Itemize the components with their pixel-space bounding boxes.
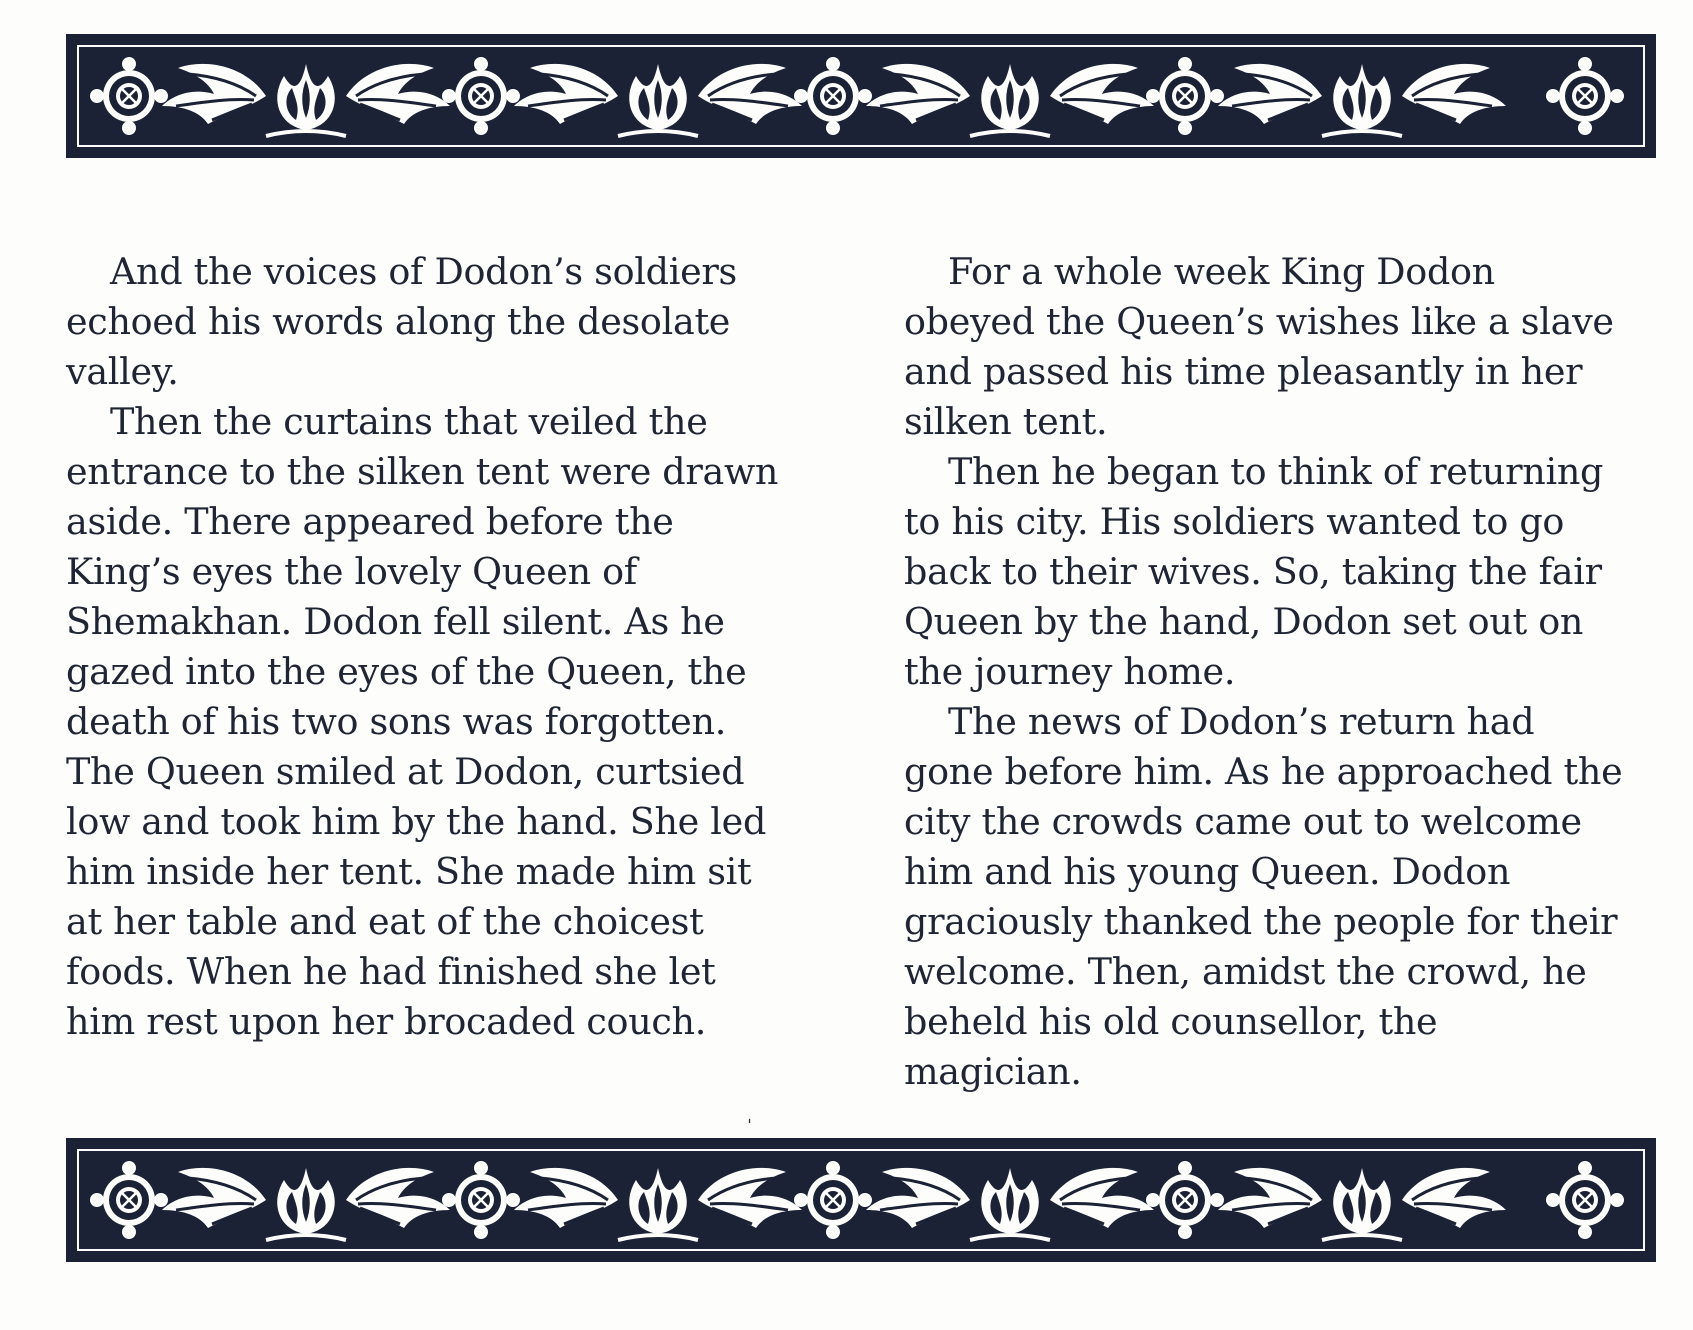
floral-ornament-icon — [81, 49, 1641, 143]
left-text-column — [66, 247, 786, 1047]
paragraph: The news of Dodon’s return had gone before him. As he approached the city the crowds came out to welcome him and his young Queen. Dodon graciously thanked the people for their welcome. Then, amidst the crowd, he beheld his old counsellor, the magician. — [904, 700, 1623, 1093]
floral-ornament-icon — [81, 1153, 1641, 1247]
top-ornamental-border — [66, 34, 1656, 158]
paragraph: For a whole week King Dodon obeyed the Queen’s wishes like a slave and passed his time pleasantly in her silken tent. — [904, 250, 1614, 443]
right-text-column — [904, 247, 1624, 1097]
ink-speck: ˌ — [747, 1105, 752, 1126]
bottom-ornamental-border — [66, 1138, 1656, 1262]
paragraph: Then he began to think of returning to his city. His soldiers wanted to go back to their wives. So, taking the fair Queen by the hand, Dodon set out on the journey home. — [904, 450, 1604, 693]
paragraph: And the voices of Dodon’s soldiers echoed his words along the desolate valley. — [66, 250, 737, 393]
paragraph: Then the curtains that veiled the entrance to the silken tent were drawn aside. There appeared before the King’s eyes the lovely Queen of Shemakhan. Dodon fell silent. As he gazed into the eyes of the Queen, the death of his two sons was forgotten. The Queen smiled at Dodon, curtsied low and took him by the hand. She led him inside her tent. She made him sit at her table and eat of the choicest foods. When he had finished she let him rest upon her brocaded couch. — [66, 400, 779, 1043]
